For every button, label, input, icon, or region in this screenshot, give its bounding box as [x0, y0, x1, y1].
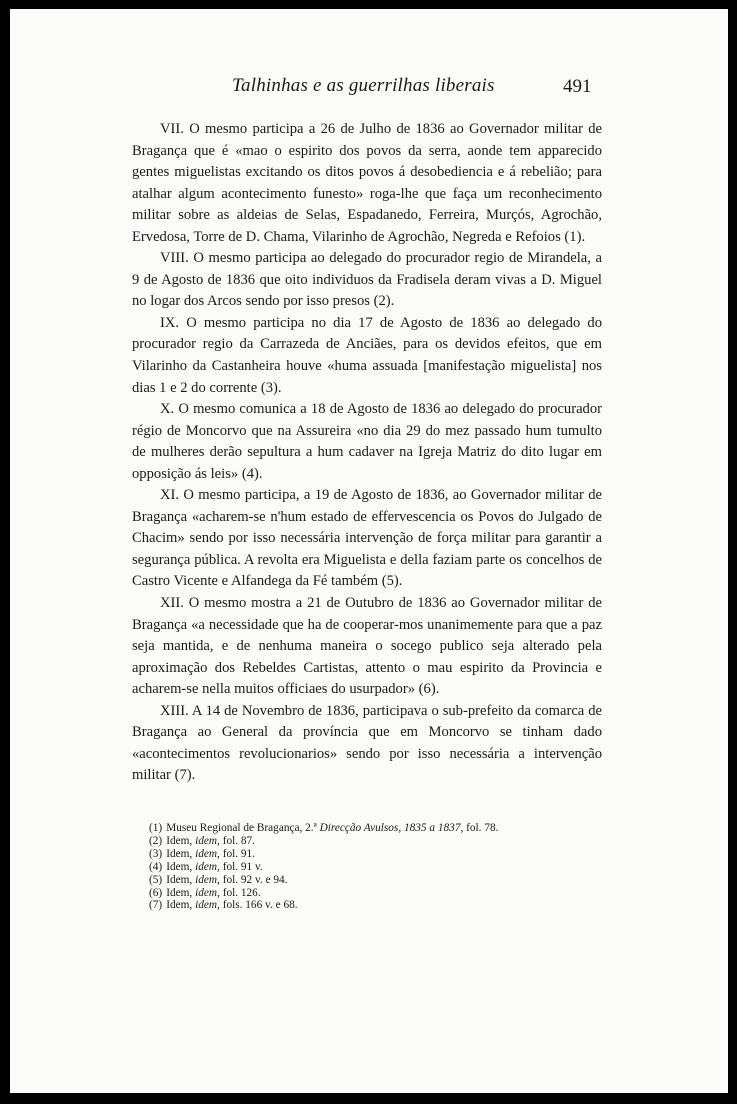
paragraph-numeral: IX.	[160, 314, 180, 331]
paragraph-x	[132, 399, 602, 485]
footnote-italic: Direcção Avulsos, 1835 a 1837,	[319, 822, 464, 834]
paragraph-text: O mesmo mostra a 21 de Outubro de 1836 ao Governador militar de Bragança «a necessidade que ha de cooperar-mos unanimemente para que a paz seja mantida, e de nenhuma maneira o socego publico seja alterado pela aproximação dos Rebeldes Cartistas, attento o mau espirito da Provincia e acharem-se nella muitos officiaes do usurpador»	[132, 595, 602, 698]
footnotes	[149, 822, 579, 912]
footnote-source: Idem,	[166, 873, 193, 886]
paragraph-xii	[132, 593, 602, 701]
footnote-folio: fol. 78.	[466, 822, 499, 834]
paragraph-viii	[132, 248, 602, 313]
note-reference: (3)	[260, 379, 278, 396]
page-header	[10, 75, 728, 105]
footnote-folio: fol. 91 v.	[222, 860, 263, 873]
footnote-folio: fol. 92 v. e 94.	[222, 873, 288, 886]
footnote-4	[149, 861, 579, 874]
paragraph-text: O mesmo participa, a 19 de Agosto de 1836, ao Governador militar de Bragança «acharem-se n'hum estado de effervescencia os Povos do Julgado de Chacim» sendo por isso necessária intervenção de força militar para garantir a segurança pública. A revolta era Miguelista e della faziam parte os concelhos de Castro Vicente e Alfandega da Fé também	[132, 487, 602, 590]
paragraph-numeral: XII.	[160, 595, 184, 612]
footnote-source: Idem,	[166, 886, 193, 899]
footnote-folio: fols. 166 v. e 68.	[222, 899, 298, 912]
footnote-source: Idem,	[166, 847, 193, 860]
paragraph-numeral: X.	[160, 401, 175, 418]
running-title: Talhinhas e as guerrilhas liberais	[232, 75, 495, 96]
footnote-mark: (4)	[149, 860, 163, 873]
note-reference: (7)	[174, 767, 192, 784]
paragraph-text: O mesmo participa a 26 de Julho de 1836 ao Governador militar de Bragança que é «mao o espirito dos povos da serra, aonde tem apparecido gentes miguelistas excitando os ditos povos á desobediencia e á rebelião; para atalhar algum acontecimento funesto» roga-lhe que faça um reconhecimento militar sobre as aldeias de Selas, Espadanedo, Ferreira, Murçós, Agrochão, Ervedosa, Torre de D. Chama, Vilarinho de Agrochão, Negreda e Refoios	[132, 121, 602, 245]
footnote-6	[149, 887, 579, 900]
footnote-mark: (3)	[149, 847, 163, 860]
paragraph-end: .	[398, 573, 403, 590]
note-reference: (1)	[564, 228, 582, 245]
paragraph-end: .	[581, 228, 586, 245]
paragraph-text: O mesmo comunica a 18 de Agosto de 1836 ao delegado do procurador régio de Moncorvo que na Assureira «no dia 29 do mez passado hum tumulto de mulheres derão sepultura a hum cadaver na Igreja Matriz do dito lugar em opposição ás leis»	[132, 401, 602, 482]
paragraph-numeral: VIII.	[160, 250, 189, 267]
paragraph-end: .	[390, 293, 395, 310]
paragraph-end: .	[191, 767, 196, 784]
paragraph-numeral: XIII.	[160, 702, 189, 719]
note-reference: (4)	[241, 465, 259, 482]
body-text	[132, 119, 602, 787]
footnote-italic: idem,	[195, 834, 220, 847]
footnote-mark: (5)	[149, 873, 163, 886]
footnote-mark: (1)	[149, 822, 163, 834]
footnote-source: Museu Regional de Bragança, 2.ª	[166, 822, 317, 834]
footnote-italic: idem,	[195, 899, 220, 912]
footnote-3	[149, 848, 579, 861]
footnote-folio: fol. 87.	[222, 834, 256, 847]
paragraph-end: .	[258, 465, 263, 482]
note-reference: (2)	[373, 293, 391, 310]
paragraph-xiii	[132, 701, 602, 787]
footnote-mark: (2)	[149, 834, 163, 847]
page-number: 491	[563, 76, 592, 97]
footnote-7	[149, 899, 579, 912]
footnote-1	[149, 822, 579, 835]
paragraph-numeral: VII.	[160, 121, 184, 137]
footnote-2	[149, 835, 579, 848]
paragraph-end: .	[435, 681, 440, 698]
footnote-italic: idem,	[195, 847, 220, 860]
footnote-source: Idem,	[166, 899, 193, 912]
paragraph-text: O mesmo participa ao delegado do procurador regio de Mirandela, a 9 de Agosto de 1836 que oito individuos da Fradisela deram vivas a D. Miguel no logar dos Arcos sendo por isso presos	[132, 250, 602, 310]
footnote-source: Idem,	[166, 860, 193, 873]
paragraph-text: O mesmo participa no dia 17 de Agosto de 1836 ao delegado do procurador regio da Carrazeda de Anciães, para os devidos efeitos, que em Vilarinho da Castanheira houve «huma assuada [manifestação miguelista] nos dias 1 e 2 do corrente	[132, 314, 602, 396]
paragraph-vii	[132, 119, 602, 248]
footnote-source: Idem,	[166, 834, 193, 847]
paragraph-xi	[132, 485, 602, 593]
footnote-folio: fol. 91.	[222, 847, 256, 860]
paragraph-ix	[132, 313, 602, 399]
footnote-italic: idem,	[195, 886, 220, 899]
book-page	[10, 9, 728, 1093]
paragraph-end: .	[277, 379, 282, 396]
footnote-italic: idem,	[195, 860, 220, 873]
footnote-italic: idem,	[195, 873, 220, 886]
footnote-mark: (7)	[149, 899, 163, 912]
footnote-folio: fol. 126.	[222, 886, 261, 899]
paragraph-numeral: XI.	[160, 487, 180, 504]
footnote-5	[149, 874, 579, 887]
note-reference: (5)	[381, 573, 399, 590]
paragraph-text: A 14 de Novembro de 1836, participava o sub-prefeito da comarca de Bragança ao General da província que em Moncorvo se tinham dado «acontecimentos revolucionarios» sendo por isso necessária a intervenção militar	[132, 702, 603, 784]
note-reference: (6)	[418, 681, 436, 698]
footnote-mark: (6)	[149, 886, 163, 899]
